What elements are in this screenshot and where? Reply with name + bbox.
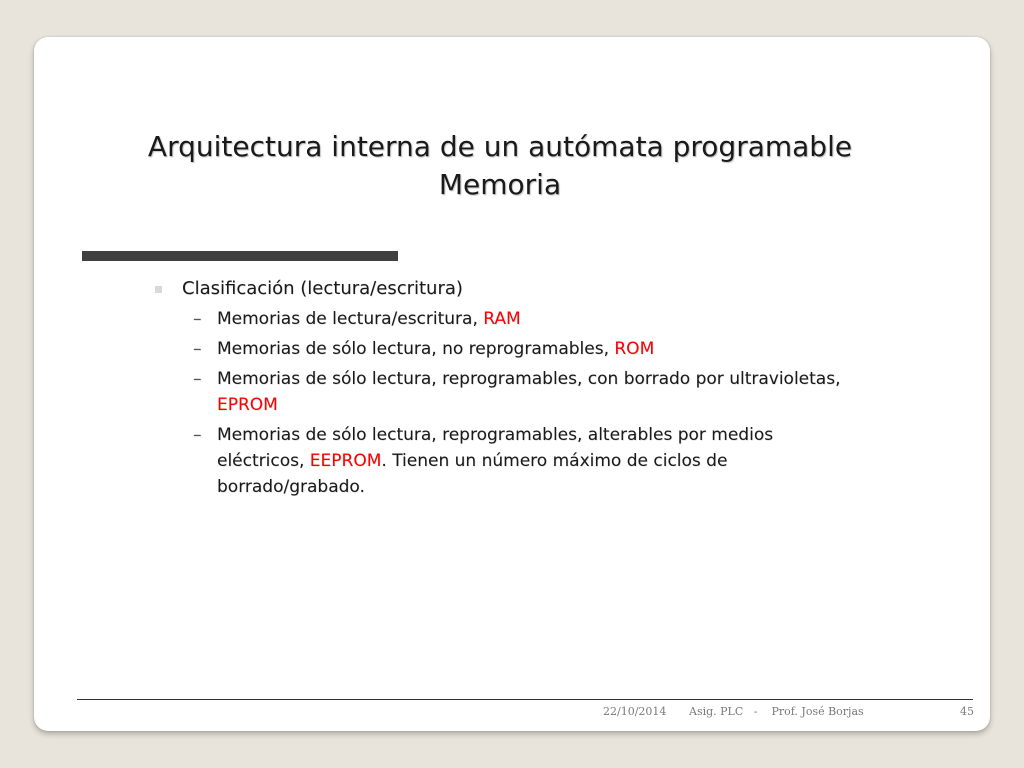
footer-course-author: Asig. PLC - Prof. José Borjas <box>689 705 864 718</box>
dash-icon: – <box>193 309 202 329</box>
sub-item-rom <box>155 336 845 362</box>
dash-icon: – <box>193 339 202 359</box>
footer-date: 22/10/2014 <box>603 705 667 718</box>
dash-icon: – <box>193 369 202 389</box>
square-bullet-icon <box>155 286 162 293</box>
title-line-1: Arquitectura interna de un autómata programable <box>147 130 853 163</box>
sub-item-eeprom <box>155 422 845 500</box>
footer-divider <box>77 699 973 700</box>
slide-content <box>155 275 845 504</box>
sub-item-text: Memorias de lectura/escritura, <box>217 309 484 329</box>
dash-icon: – <box>193 425 202 445</box>
sub-item-after: . Tienen un número máximo de ciclos de borrado/grabado. <box>217 451 728 497</box>
sub-item-text: Memorias de sólo lectura, no reprogramables, <box>217 339 615 359</box>
slide-title <box>0 128 1000 204</box>
title-line-2: Memoria <box>438 168 562 201</box>
sub-item-ram <box>155 306 845 332</box>
title-underline-bar <box>82 251 398 261</box>
sub-item-eprom <box>155 366 845 418</box>
bullet-item <box>155 275 845 302</box>
sub-item-text: Memorias de sólo lectura, reprogramables, alterables por medios eléctricos, <box>217 425 774 471</box>
sub-item-highlight: ROM <box>614 339 655 359</box>
footer-page-number: 45 <box>960 705 974 718</box>
sub-item-highlight: EPROM <box>217 395 278 415</box>
sub-item-highlight: RAM <box>483 309 521 329</box>
sub-item-highlight: EEPROM <box>309 451 382 471</box>
bullet-text: Clasificación (lectura/escritura) <box>182 278 463 299</box>
sub-item-text: Memorias de sólo lectura, reprogramables, con borrado por ultravioletas, <box>217 369 841 389</box>
